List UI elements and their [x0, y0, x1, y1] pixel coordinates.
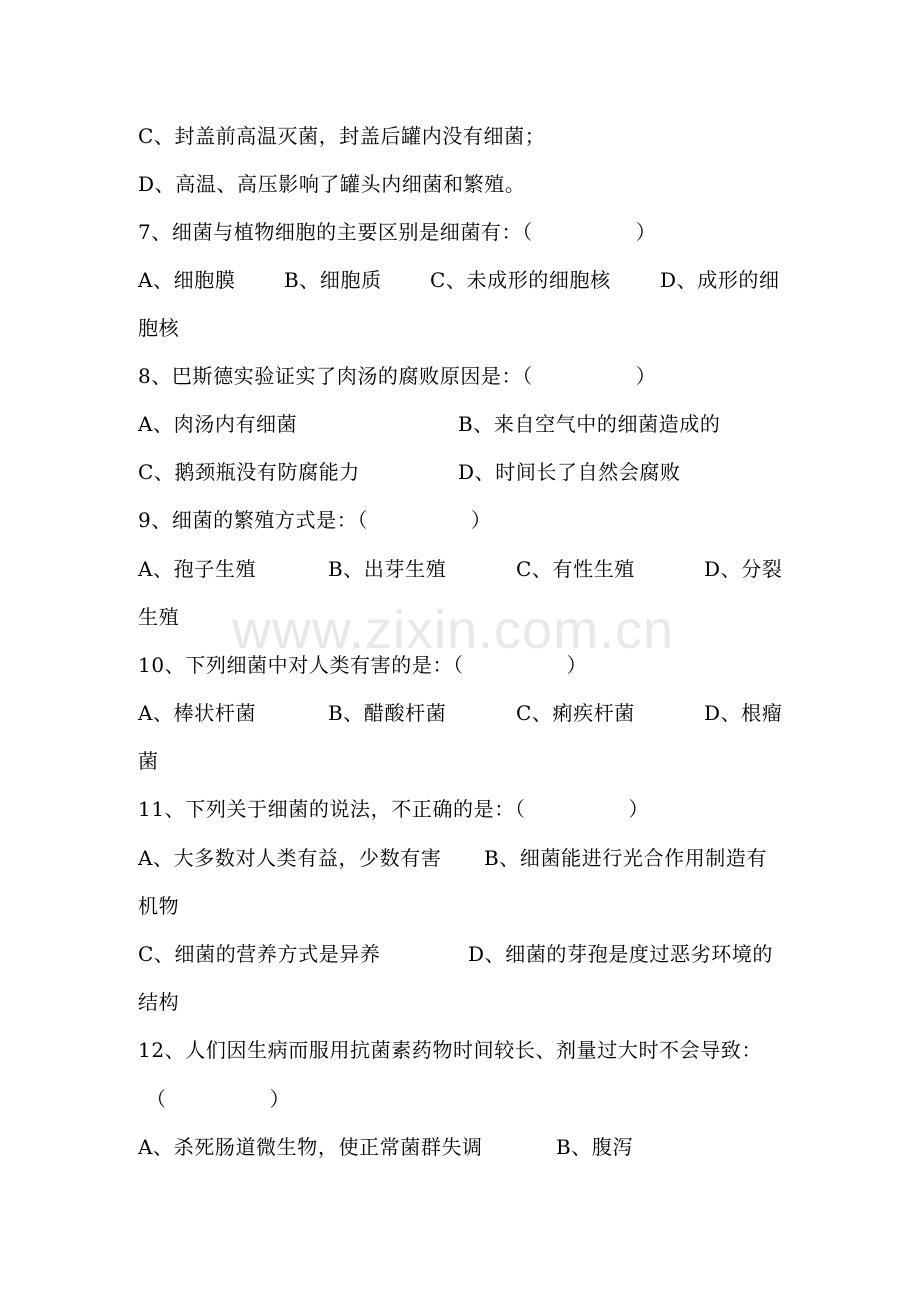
q12-option-a: A、杀死肠道微生物，使正常菌群失调 [138, 1135, 483, 1159]
q9-stem: 9、细菌的繁殖方式是：（ ） [138, 508, 492, 532]
q12-option-b: B、腹泻 [556, 1135, 634, 1159]
q11-stem: 11、下列关于细菌的说法，不正确的是：（ ） [138, 797, 650, 821]
q10-option-d-continued: 菌 [138, 749, 159, 773]
q10-option-c: C、痢疾杆菌 [516, 701, 635, 725]
q8-option-c: C、鹅颈瓶没有防腐能力 [138, 460, 360, 484]
q6-option-d: D、高温、高压影响了罐头内细菌和繁殖。 [138, 172, 526, 196]
q12-stem: 12、人们因生病而服用抗菌素药物时间较长、剂量过大时不会导致： [138, 1038, 763, 1062]
q7-option-d: D、成形的细 [660, 268, 780, 292]
q11-option-d: D、细菌的芽孢是度过恶劣环境的 [468, 942, 774, 966]
q7-option-a: A、细胞膜 [138, 268, 236, 292]
q8-option-b: B、来自空气中的细菌造成的 [458, 412, 721, 436]
q11-option-b-continued: 机物 [138, 894, 180, 918]
q10-option-a: A、棒状杆菌 [138, 701, 257, 725]
q9-option-c: C、有性生殖 [516, 557, 635, 581]
watermark: www.zixin.com.cn [232, 600, 675, 660]
q11-option-d-continued: 结构 [138, 990, 180, 1014]
q7-stem: 7、细菌与植物细胞的主要区别是细菌有：（ ） [138, 220, 657, 244]
q9-option-a: A、孢子生殖 [138, 557, 257, 581]
q8-stem: 8、巴斯德实验证实了肉汤的腐败原因是：（ ） [138, 364, 657, 388]
q7-option-b: B、细胞质 [284, 268, 382, 292]
q9-option-d: D、分裂 [704, 557, 783, 581]
q9-option-d-continued: 生殖 [138, 605, 180, 629]
q7-option-c: C、未成形的细胞核 [430, 268, 611, 292]
q11-option-b: B、细菌能进行光合作用制造有 [484, 846, 768, 870]
q11-option-c: C、细菌的营养方式是异养 [138, 942, 381, 966]
q6-option-c: C、封盖前高温灭菌，封盖后罐内没有细菌； [138, 124, 546, 148]
q10-stem: 10、下列细菌中对人类有害的是：（ ） [138, 653, 588, 677]
q8-option-d: D、时间长了自然会腐败 [458, 460, 681, 484]
q12-stem-answer-blank: （ ） [146, 1087, 291, 1111]
q8-option-a: A、肉汤内有细菌 [138, 412, 298, 436]
q10-option-d: D、根瘤 [704, 701, 783, 725]
q10-option-b: B、醋酸杆菌 [328, 701, 447, 725]
q7-option-d-continued: 胞核 [138, 316, 180, 340]
q9-option-b: B、出芽生殖 [328, 557, 447, 581]
q11-option-a: A、大多数对人类有益，少数有害 [138, 846, 442, 870]
